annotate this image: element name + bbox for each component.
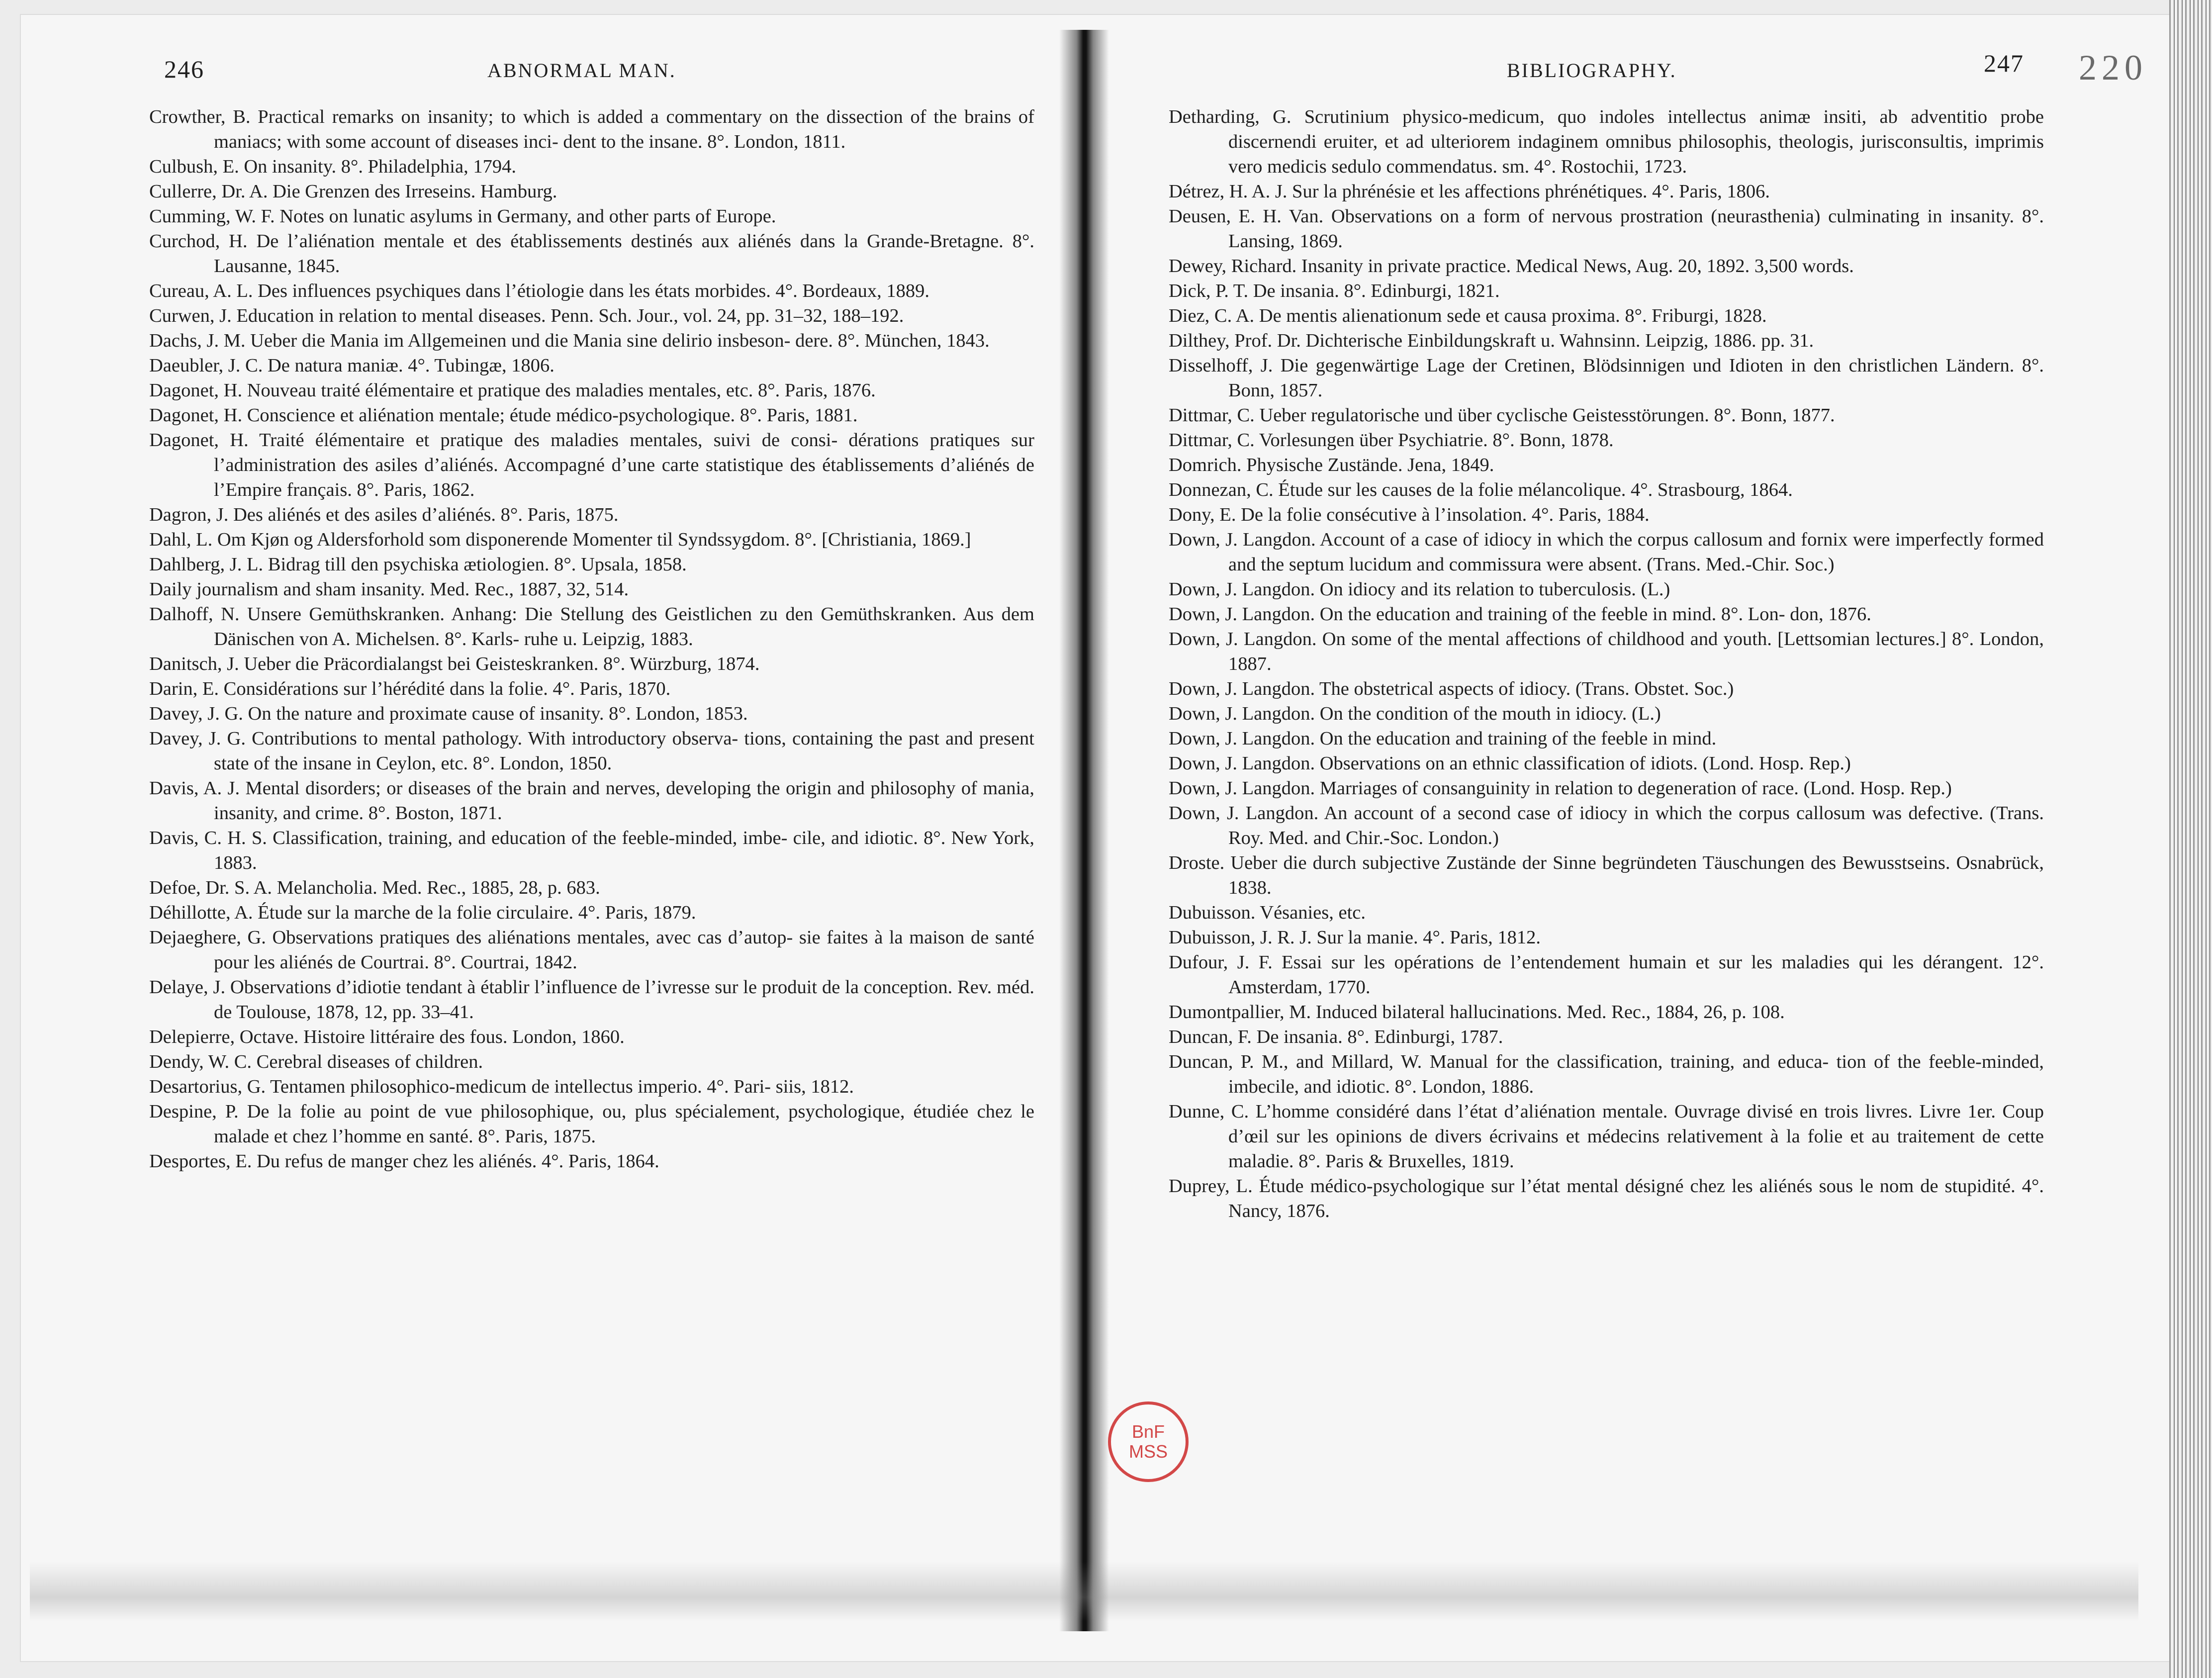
bibliography-entry: Crowther, B. Practical remarks on insanity; to which is added a commentary on the dissection of the brains of maniacs; with some account of diseases inci- dent to the insane. 8°. London, 1811. [149, 106, 1034, 152]
bibliography-entry: Delepierre, Octave. Histoire littéraire des fous. London, 1860. [149, 1026, 625, 1047]
bibliography-entry: Disselhoff, J. Die gegenwärtige Lage der Cretinen, Blödsinnigen und Idioten in den christlichen Ländern. 8°. Bonn, 1857. [1169, 355, 2044, 401]
left-page-number: 246 [164, 55, 204, 83]
bibliography-entry: Dick, P. T. De insania. 8°. Edinburgi, 1821. [1169, 280, 1500, 301]
bibliography-entry: Cureau, A. L. Des influences psychiques dans l’étiologie dans les états morbides. 4°. Bordeaux, 1889. [149, 280, 929, 301]
bibliography-entry: Dagonet, H. Nouveau traité élémentaire et pratique des maladies mentales, etc. 8°. Paris, 1876. [149, 380, 876, 401]
bibliography-entry: Dagron, J. Des aliénés et des asiles d’aliénés. 8°. Paris, 1875. [149, 504, 619, 525]
bibliography-entry: Dumontpallier, M. Induced bilateral hallucinations. Med. Rec., 1884, 26, p. 108. [1169, 1002, 1785, 1023]
bibliography-entry: Daeubler, J. C. De natura maniæ. 4°. Tubingæ, 1806. [149, 355, 554, 376]
book-gutter [1059, 30, 1109, 1631]
bibliography-entry: Davis, A. J. Mental disorders; or diseases of the brain and nerves, developing the origin and philosophy of mania, insanity, and crime. 8°. Boston, 1871. [149, 778, 1034, 824]
right-entry-list [1169, 104, 2044, 1223]
right-running-head [1169, 40, 2044, 85]
bibliography-entry: Despine, P. De la folie au point de vue philosophique, ou, plus spécialement, psychologique, étudiée chez le malade et chez l’homme en santé. 8°. Paris, 1875. [149, 1101, 1034, 1147]
bibliography-entry: Davey, J. G. Contributions to mental pathology. With introductory observa- tions, containing the past and present state of the insane in Ceylon, etc. 8°. London, 1850. [149, 728, 1034, 774]
bibliography-entry: Dubuisson, J. R. J. Sur la manie. 4°. Paris, 1812. [1169, 927, 1541, 948]
bibliography-entry: Deusen, E. H. Van. Observations on a form of nervous prostration (neurasthenia) culminating in insanity. 8°. Lansing, 1869. [1169, 206, 2044, 252]
bibliography-entry: Desportes, E. Du refus de manger chez les aliénés. 4°. Paris, 1864. [149, 1151, 659, 1172]
bibliography-entry: Dittmar, C. Vorlesungen über Psychiatrie. 8°. Bonn, 1878. [1169, 430, 1614, 451]
bibliography-entry: Diez, C. A. De mentis alienationum sede et causa proxima. 8°. Friburgi, 1828. [1169, 305, 1767, 326]
bibliography-entry: Dony, E. De la folie consécutive à l’insolation. 4°. Paris, 1884. [1169, 504, 1650, 525]
bibliography-entry: Down, J. Langdon. On the education and training of the feeble in mind. 8°. Lon- don, 1876. [1169, 604, 1871, 625]
folio-number: 220 [2079, 48, 2147, 88]
bibliography-entry: Down, J. Langdon. On some of the mental affections of childhood and youth. [Lettsomian lectures.] 8°. London, 1887. [1169, 629, 2044, 674]
bibliography-entry: Down, J. Langdon. The obstetrical aspects of idiocy. (Trans. Obstet. Soc.) [1169, 678, 1734, 699]
bibliography-entry: Curchod, H. De l’aliénation mentale et des établissements destinés aux aliénés dans la Grande-Bretagne. 8°. Lausanne, 1845. [149, 231, 1034, 277]
bibliography-entry: Déhillotte, A. Étude sur la marche de la folie circulaire. 4°. Paris, 1879. [149, 902, 696, 923]
bibliography-entry: Down, J. Langdon. On idiocy and its relation to tuberculosis. (L.) [1169, 579, 1670, 600]
bibliography-entry: Dufour, J. F. Essai sur les opérations de l’entendement humain et sur les maladies qui les dérangent. 12°. Amsterdam, 1770. [1169, 952, 2044, 998]
bibliography-entry: Duncan, F. De insania. 8°. Edinburgi, 1787. [1169, 1026, 1503, 1047]
bibliography-entry: Dendy, W. C. Cerebral diseases of children. [149, 1051, 483, 1072]
bibliography-entry: Dilthey, Prof. Dr. Dichterische Einbildungskraft u. Wahnsinn. Leipzig, 1886. pp. 31. [1169, 330, 1814, 351]
bibliography-entry: Droste. Ueber die durch subjective Zustände der Sinne begründeten Täuschungen des Bewusstseins. Osnabrück, 1838. [1169, 852, 2044, 898]
bibliography-entry: Cullerre, Dr. A. Die Grenzen des Irreseins. Hamburg. [149, 181, 557, 202]
bibliography-entry: Dagonet, H. Traité élémentaire et pratique des maladies mentales, suivi de consi- dérations pratiques sur l’administration des asiles d’aliénés. Accompagné d’une carte statistique des établissements d’aliénés de l’Empire français. 8°. Paris, 1862. [149, 430, 1034, 500]
stamp-line-2: MSS [1128, 1441, 1168, 1462]
bibliography-entry: Dachs, J. M. Ueber die Mania im Allgemeinen und die Mania sine delirio insbeson- dere. 8°. München, 1843. [149, 330, 990, 351]
bibliography-entry: Down, J. Langdon. An account of a second case of idiocy in which the corpus callosum was defective. (Trans. Roy. Med. and Chir.-Soc. London.) [1169, 803, 2044, 848]
bibliography-entry: Down, J. Langdon. Account of a case of idiocy in which the corpus callosum and fornix were imperfectly formed and the septum lucidum and commissura were absent. (Trans. Med.-Chir. Soc.) [1169, 529, 2044, 575]
bibliography-entry: Desartorius, G. Tentamen philosophico-medicum de intellectus imperio. 4°. Pari- siis, 1812. [149, 1076, 854, 1097]
bibliography-entry: Cumming, W. F. Notes on lunatic asylums in Germany, and other parts of Europe. [149, 206, 776, 227]
bibliography-entry: Culbush, E. On insanity. 8°. Philadelphia, 1794. [149, 156, 516, 177]
bibliography-entry: Dahlberg, J. L. Bidrag till den psychiska ætiologien. 8°. Upsala, 1858. [149, 554, 687, 575]
bibliography-entry: Duprey, L. Étude médico-psychologique sur l’état mental désigné chez les aliénés sous le nom de stupidité. 4°. Nancy, 1876. [1169, 1176, 2044, 1221]
bibliography-entry: Davey, J. G. On the nature and proximate cause of insanity. 8°. London, 1853. [149, 703, 748, 724]
bibliography-entry: Dubuisson. Vésanies, etc. [1169, 902, 1366, 923]
bibliography-entry: Détrez, H. A. J. Sur la phrénésie et les affections phrénétiques. 4°. Paris, 1806. [1169, 181, 1770, 202]
right-page [1169, 40, 2044, 1611]
bibliography-entry: Delaye, J. Observations d’idiotie tendant à établir l’influence de l’ivresse sur le produit de la conception. Rev. méd. de Toulouse, 1878, 12, pp. 33–41. [149, 977, 1034, 1023]
bibliography-entry: Davis, C. H. S. Classification, training, and education of the feeble-minded, imbe- cile, and idiotic. 8°. New York, 1883. [149, 828, 1034, 873]
stamp-line-1: BnF [1131, 1421, 1165, 1442]
bibliography-entry: Down, J. Langdon. Marriages of consanguinity in relation to degeneration of race. (Lond. Hosp. Rep.) [1169, 778, 1952, 799]
bibliography-entry: Dahl, L. Om Kjøn og Aldersforhold som disponerende Momenter til Syndssygdom. 8°. [Christiania, 1869.] [149, 529, 971, 550]
left-page [149, 40, 1034, 1611]
bibliography-entry: Curwen, J. Education in relation to mental diseases. Penn. Sch. Jour., vol. 24, pp. 31–32, 188–192. [149, 305, 904, 326]
bibliography-entry: Dewey, Richard. Insanity in private practice. Medical News, Aug. 20, 1892. 3,500 words. [1169, 256, 1854, 277]
bibliography-entry: Duncan, P. M., and Millard, W. Manual for the classification, training, and educa- tion of the feeble-minded, imbecile, and idiotic. 8°. London, 1886. [1169, 1051, 2044, 1097]
left-entry-list [149, 104, 1034, 1174]
bibliography-entry: Daily journalism and sham insanity. Med. Rec., 1887, 32, 514. [149, 579, 629, 600]
library-stamp [1108, 1401, 1189, 1482]
right-running-title: BIBLIOGRAPHY. [1507, 59, 1677, 82]
bibliography-entry: Detharding, G. Scrutinium physico-medicum, quo indoles intellectus animæ insiti, ab adventitio probe discernendi eruiter, et ad ulteriorem indaginem omnibus philosophis, theologis, jurisconsultis, imprimis vero medicis sedulo commendatus. sm. 4°. Rostochii, 1723. [1169, 106, 2044, 177]
bibliography-entry: Dagonet, H. Conscience et aliénation mentale; étude médico-psychologique. 8°. Paris, 1881. [149, 405, 858, 426]
bibliography-entry: Down, J. Langdon. Observations on an ethnic classification of idiots. (Lond. Hosp. Rep.) [1169, 753, 1851, 774]
left-running-head [149, 40, 1034, 85]
bibliography-entry: Down, J. Langdon. On the condition of the mouth in idiocy. (L.) [1169, 703, 1661, 724]
right-page-number: 247 [1984, 49, 2024, 77]
film-edge [2169, 0, 2212, 1678]
bibliography-entry: Domrich. Physische Zustände. Jena, 1849. [1169, 455, 1494, 475]
bibliography-entry: Dalhoff, N. Unsere Gemüthskranken. Anhang: Die Stellung des Geistlichen zu den Gemüthskranken. Aus dem Dänischen von A. Michelsen. 8°. Karls- ruhe u. Leipzig, 1883. [149, 604, 1034, 650]
bibliography-entry: Dejaeghere, G. Observations pratiques des aliénations mentales, avec cas d’autop- sie faites à la maison de santé pour les aliénés de Courtrai. 8°. Courtrai, 1842. [149, 927, 1034, 973]
bibliography-entry: Donnezan, C. Étude sur les causes de la folie mélancolique. 4°. Strasbourg, 1864. [1169, 479, 1793, 500]
bibliography-entry: Danitsch, J. Ueber die Präcordialangst bei Geisteskranken. 8°. Würzburg, 1874. [149, 653, 760, 674]
left-running-title: ABNORMAL MAN. [487, 59, 676, 82]
bibliography-entry: Darin, E. Considérations sur l’hérédité dans la folie. 4°. Paris, 1870. [149, 678, 671, 699]
bibliography-entry: Dittmar, C. Ueber regulatorische und über cyclische Geistesstörungen. 8°. Bonn, 1877. [1169, 405, 1835, 426]
bibliography-entry: Down, J. Langdon. On the education and training of the feeble in mind. [1169, 728, 1717, 749]
bibliography-entry: Dunne, C. L’homme considéré dans l’état d’aliénation mentale. Ouvrage divisé en trois livres. Livre 1er. Coup d’œil sur les opinions de divers écrivains et médecins relativement à la folie et au traitement de cette maladie. 8°. Paris & Bruxelles, 1819. [1169, 1101, 2044, 1172]
bibliography-entry: Defoe, Dr. S. A. Melancholia. Med. Rec., 1885, 28, p. 683. [149, 877, 600, 898]
